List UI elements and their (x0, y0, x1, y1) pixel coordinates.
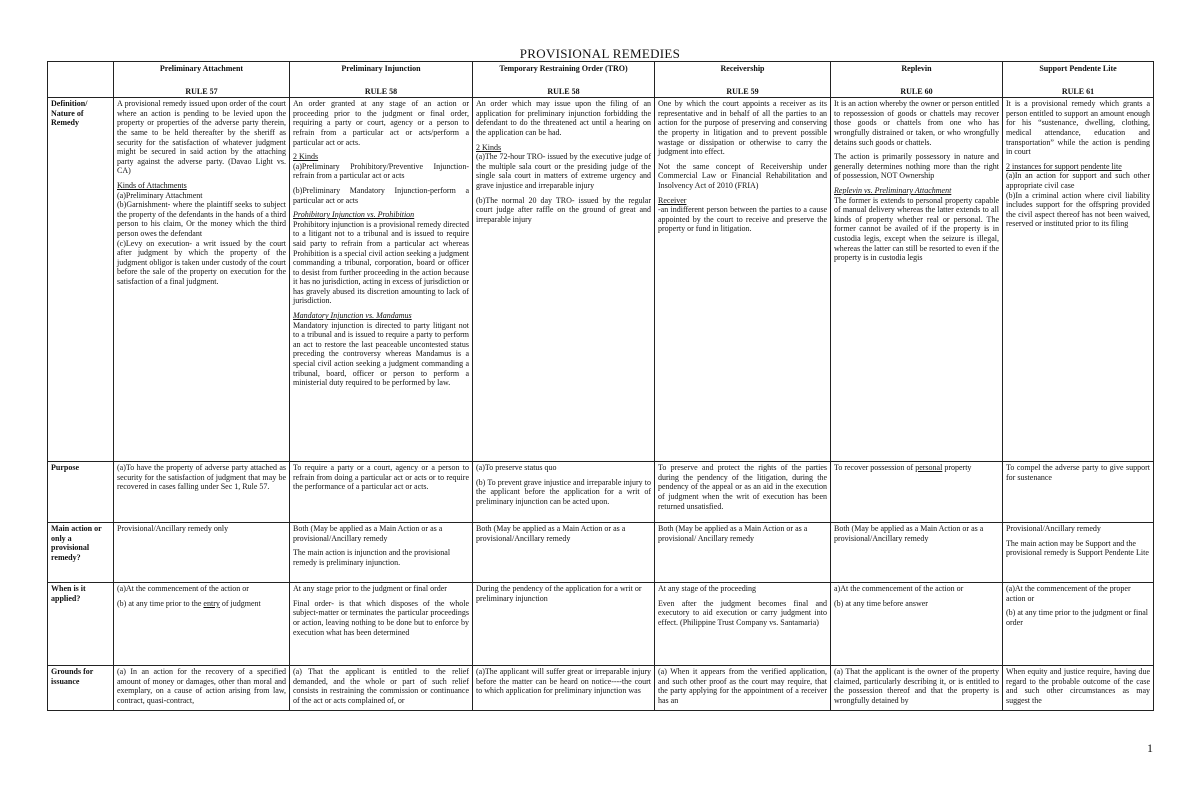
purpose-receivership: To preserve and protect the rights of the parties during the pendency of the litigation, during the pendency of the appeal or as an aid in the execution of judgment when the writ of execution has been returned unsatisfied. (655, 462, 831, 523)
column-header-replevin: Replevin RULE 60 (831, 62, 1003, 98)
purpose-attachment: (a)To have the property of adverse party attached as security for the satisfaction of judgment that may be recovered in cases falling under Sec 1, Rule 57. (114, 462, 290, 523)
row-header-when: When is it applied? (48, 583, 114, 666)
definition-receivership: One by which the court appoints a receiver as its representative and in behalf of all the parties to an action for the purpose of preserving and conserving the property in litigation and to prevent possible wastage or dissipation or otherwise to carry the judgment into effect. Not the same concept of Receivership under Commercial Law or Financial Rehabilitation and Insolvency Act of 2010 (FRIA) Receiver -an indifferent person between the parties to a cause appointed by the court to receive and preserve the property or fund in litigation. (655, 98, 831, 462)
row-header-definition: Definition/ Nature of Remedy (48, 98, 114, 462)
definition-attachment: A provisional remedy issued upon order of the court where an action is pending to be levied upon the property or properties of the adverse party therein, the same to be held thereafter by the sheriff as security for the satisfaction of whatever judgment might be secured in said action by the attaching party against the adverse party. (Davao Light vs. CA) Kinds of Attachments (a)Preliminary Attachment (b)Garnishment- where the plaintiff seeks to subject the property of the defendants in the hands of a third person to his claim, Or the money which the third person owes the defendant (c)Levy on execution- a writ issued by the court after judgment by which the property of the judgment obligor is taken under custody of the court before the sale of the property on execution for the satisfaction of a final judgment. (114, 98, 290, 462)
grounds-attachment: (a) In an action for the recovery of a specified amount of money or damages, other than moral and exemplary, on a cause of action arising from law, contract, quasi-contract, (114, 666, 290, 711)
purpose-row (48, 462, 1154, 523)
when-support: (a)At the commencement of the proper action or (b) at any time prior to the judgment or final order (1003, 583, 1154, 666)
column-header-attachment: Preliminary Attachment RULE 57 (114, 62, 290, 98)
row-header-grounds: Grounds for issuance (48, 666, 114, 711)
document-title: PROVISIONAL REMEDIES (519, 46, 681, 61)
purpose-injunction: To require a party or a court, agency or a person to refrain from doing a particular act or acts or to require the performance of a particular act or acts. (290, 462, 473, 523)
column-header-receivership: Receivership RULE 59 (655, 62, 831, 98)
main-action-tro: Both (May be applied as a Main Action or as a provisional/Ancillary remedy (473, 523, 655, 583)
grounds-tro: (a)The applicant will suffer great or irreparable injury before the matter can be heard on notice----the court to which application for preliminary injunction was (473, 666, 655, 711)
main-action-receivership: Both (May be applied as a Main Action or as a provisional/ Ancillary remedy (655, 523, 831, 583)
when-receivership: At any stage of the proceeding Even after the judgment becomes final and executory to aid execution or carry judgment into effect. (Philippine Trust Company vs. Santamaria) (655, 583, 831, 666)
when-attachment: (a)At the commencement of the action or (b) at any time prior to the entry of judgment (114, 583, 290, 666)
main-action-row (48, 523, 1154, 583)
when-tro: During the pendency of the application for a writ or preliminary injunction (473, 583, 655, 666)
row-header-purpose: Purpose (48, 462, 114, 523)
column-header-tro: Temporary Restraining Order (TRO) RULE 58 (473, 62, 655, 98)
main-action-attachment: Provisional/Ancillary remedy only (114, 523, 290, 583)
grounds-injunction: (a) That the applicant is entitled to the relief demanded, and the whole or part of such relief consists in restraining the commission or continuance of the act or acts complained of, or (290, 666, 473, 711)
main-action-injunction: Both (May be applied as a Main Action or as a provisional/Ancillary remedy The main action is injunction and the provisional remedy is preliminary injunction. (290, 523, 473, 583)
definition-support: It is a provisional remedy which grants a person entitled to support an amount enough for his “sustenance, dwelling, clothing, medical attendance, education and transportation” while the action is pending in court 2 instances for support pendente lite (a)In an action for support and such other appropriate civil case (b)In a criminal action where civil liability includes support for the offspring provided the civil aspect thereof has not been waived, reserved or instituted prior to its filing (1003, 98, 1154, 462)
definition-tro: An order which may issue upon the filing of an application for preliminary injunction forbidding the defendant to do the threatened act until a hearing on the application can be had. 2 Kinds (a)The 72-hour TRO- issued by the executive judge of the multiple sala court or the presiding judge of the single sala court in matters of extreme urgency and grave injustice and irreparable injury (b)The normal 20 day TRO- issued by the regular court judge after raffle on the ground of great and irreparable injury (473, 98, 655, 462)
definition-row (48, 98, 1154, 462)
main-action-support: Provisional/Ancillary remedy The main action may be Support and the provisional remedy is Support Pendente Lite (1003, 523, 1154, 583)
definition-injunction: An order granted at any stage of an action or proceeding prior to the judgment or final order, requiring a party or court, agency or a person to refrain from a particular act or acts/perform a particular act or acts. 2 Kinds (a)Preliminary Prohibitory/Preventive Injunction-refrain from a particular act or acts (b)Preliminary Mandatory Injunction-perform a particular act or acts Prohibitory Injunction vs. Prohibition Prohibitory injunction is a provisional remedy directed to a litigant not to a tribunal and is issued to require said party to refrain from a particular act whereas Prohibition is a special civil action seeking a judgment commanding a tribunal, corporation, board or officer to desist from further proceeding in the action because it has no jurisdiction, acting in excess of jurisdiction or has gravely abused its discretion amounting to lack of jurisdiction. Mandatory Injunction vs. Mandamus Mandatory injunction is directed to party litigant not to a tribunal and is issued to require a party to perform an act to restore the last peaceable uncontested status preceding the controversy whereas Mandamus is a special civil action seeking a judgment commanding a tribunal, board, officer or person to perform a ministerial duty required to be performed by law. (290, 98, 473, 462)
when-replevin: a)At the commencement of the action or (b) at any time before answer (831, 583, 1003, 666)
corner-cell (48, 62, 114, 98)
grounds-support: When equity and justice require, having due regard to the probable outcome of the case and such other circumstances as may suggest the (1003, 666, 1154, 711)
page-number: 1 (1147, 741, 1153, 755)
provisional-remedies-table (47, 61, 1154, 711)
when-row (48, 583, 1154, 666)
when-injunction: At any stage prior to the judgment or final order Final order- is that which disposes of the whole subject-matter or terminates the particular proceedings or action, leaving nothing to be done but to enforce by execution what has been determined (290, 583, 473, 666)
purpose-tro: (a)To preserve status quo (b) To prevent grave injustice and irreparable injury to the applicant before the application for a writ of preliminary injunction can be acted upon. (473, 462, 655, 523)
definition-replevin: It is an action whereby the owner or person entitled to repossession of goods or chattels may recover those goods or chattels from one who has wrongfully distrained or taken, or who wrongfully detains such goods or chattels. The action is primarily possessory in nature and generally determines nothing more than the right of possession, NOT Ownership Replevin vs. Preliminary Attachment The former is extends to personal property capable of manual delivery whereas the latter extends to all kinds of property whether real or personal. The former cannot be availed of if the property is in custodia legis, except when the seizure is illegal, whereas the latter can still be resorted to even if the property is in custodia legis (831, 98, 1003, 462)
column-header-injunction: Preliminary Injunction RULE 58 (290, 62, 473, 98)
main-action-replevin: Both (May be applied as a Main Action or as a provisional/Ancillary remedy (831, 523, 1003, 583)
grounds-row (48, 666, 1154, 711)
purpose-support: To compel the adverse party to give support for sustenance (1003, 462, 1154, 523)
grounds-replevin: (a) That the applicant is the owner of the property claimed, particularly describing it, or is entitled to the possession thereof and that the property is wrongfully detained by (831, 666, 1003, 711)
row-header-main-action: Main action or only a provisional remedy? (48, 523, 114, 583)
column-header-support: Support Pendente Lite RULE 61 (1003, 62, 1154, 98)
purpose-replevin: To recover possession of personal property (831, 462, 1003, 523)
header-row (48, 62, 1154, 98)
grounds-receivership: (a) When it appears from the verified application, and such other proof as the court may require, that the party applying for the appointment of a receiver has an (655, 666, 831, 711)
